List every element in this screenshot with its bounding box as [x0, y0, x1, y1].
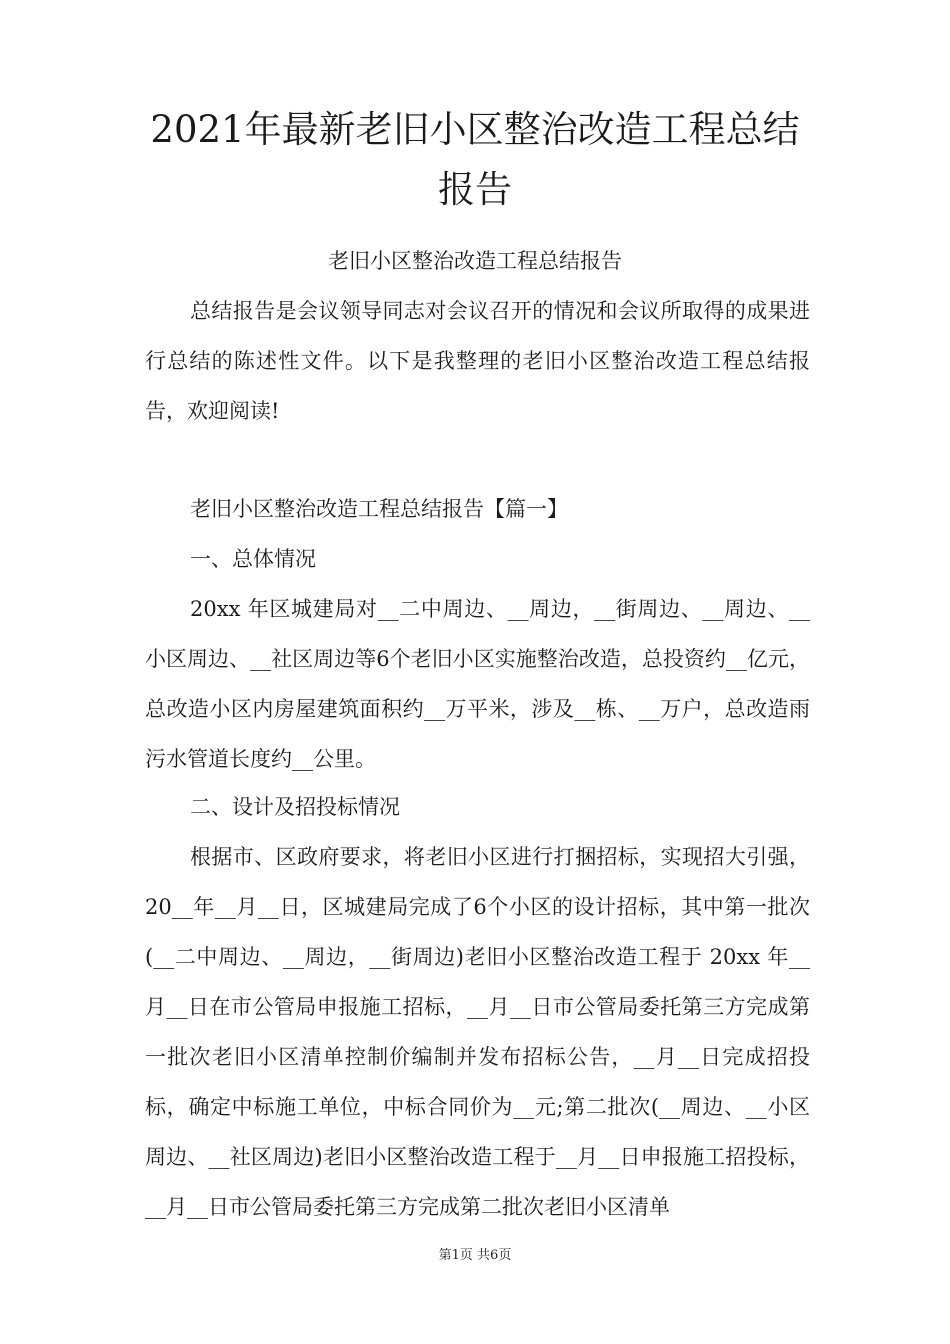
section-title: 老旧小区整治改造工程总结报告【篇一】 [190, 497, 568, 521]
page-footer: 第1页 共6页 [438, 1248, 512, 1263]
intro-paragraph: 总结报告是会议领导同志对会议召开的情况和会议所取得的成果进行总结的陈述性文件。以下是我整理的老旧小区整治改造工程总结报告，欢迎阅读! [145, 299, 810, 423]
paragraph-design-bidding: 根据市、区政府要求，将老旧小区进行打捆招标，实现招大引强，20__年__月__日，区城建局完成了6个小区的设计招标，其中第一批次(__二中周边、__周边，__街周边)老旧小区整治改造工程于 20xx 年__月__日在市公管局申报施工招标，__月__日市公管局委托第三方完成第一批次老旧小区清单控制价编制并发布招标公告，__月__日完成招投标，确定中标施工单位，中标合同价为__元;第二批次(__周边、__小区周边、__社区周边)老旧小区整治改造工程于__月__日申报施工招投标，__月__日市公管局委托第三方完成第二批次老旧小区清单 [145, 845, 810, 1219]
heading-design-bidding: 二、设计及招投标情况 [190, 795, 400, 819]
document-subtitle: 老旧小区整治改造工程总结报告 [328, 249, 622, 273]
paragraph-overall: 20xx 年区城建局对__二中周边、__周边，__街周边、__周边、__小区周边、__社区周边等6个老旧小区实施整治改造，总投资约__亿元，总改造小区内房屋建筑面积约__万平米，涉及__栋、__万户，总改造雨污水管道长度约__公里。 [145, 597, 810, 771]
heading-overall: 一、总体情况 [190, 547, 316, 571]
document-title: 2021年最新老旧小区整治改造工程总结报告 [150, 108, 800, 211]
